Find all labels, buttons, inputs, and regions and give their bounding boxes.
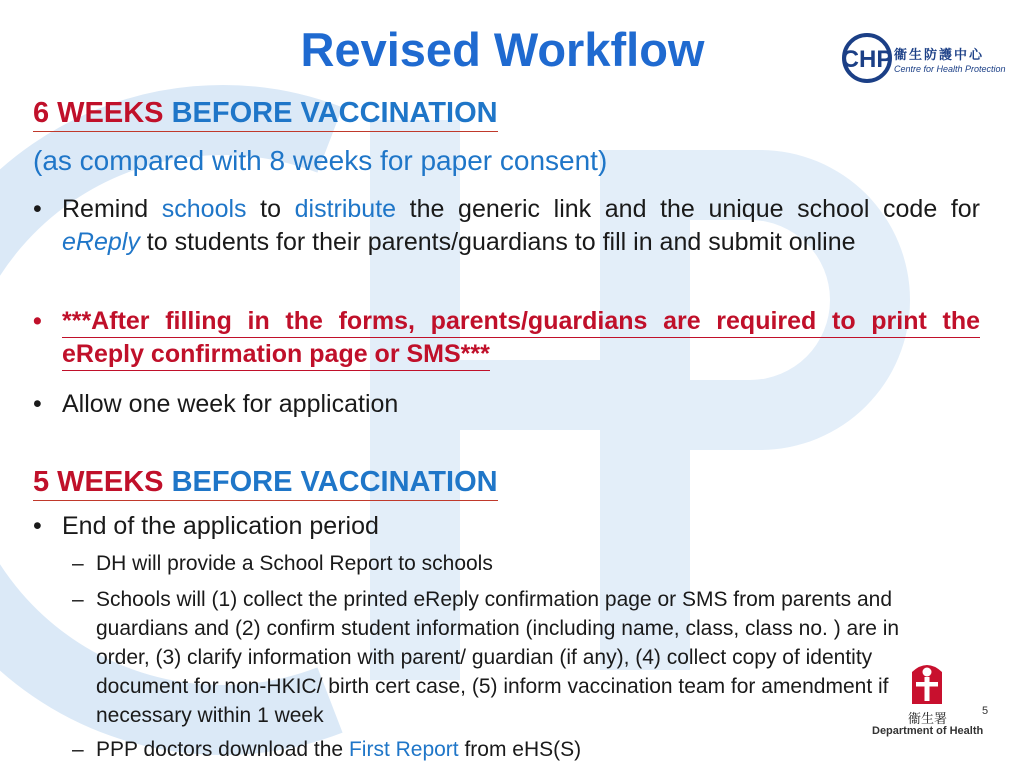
section2-heading <box>33 466 498 501</box>
dh-logo-icon <box>910 660 944 706</box>
bullet-end-application: • End of the application period <box>33 510 980 543</box>
bullet-remind: • Remind schools to distribute the generic link and the unique school code for eReply to students for their parents/guardians to fill in and submit online <box>33 193 980 259</box>
bullet-remind-text: Remind schools to distribute the generic link and the unique school code for eReply to students for their parents/guardians to fill in and submit online <box>62 195 981 256</box>
bullet-allow-week-text: Allow one week for application <box>62 390 399 418</box>
section1-before: BEFORE VACCINATION <box>171 97 498 129</box>
distribute-link: distribute <box>294 195 397 223</box>
chp-logo-english: Centre for Health Protection <box>894 64 1006 74</box>
dh-logo-chinese: 衞生署 <box>908 711 948 726</box>
ereply-term: eReply <box>62 228 140 256</box>
section2-before: BEFORE VACCINATION <box>171 466 498 498</box>
sub-bullet-school-report: – DH will provide a School Report to schools <box>72 549 952 578</box>
first-report-link: First Report <box>348 738 459 761</box>
section1-weeks: 6 WEEKS <box>33 97 164 129</box>
chp-logo-icon <box>840 30 894 86</box>
chp-logo-chinese: 衞生防護中心 <box>894 47 985 62</box>
sub-bullet-schools-will-text: Schools will (1) collect the printed eReply confirmation page or SMS from parents and guardians and (2) confirm student information (including name, class, class no. ) are in order, (3) clarify information with parent/ guardian (if any), (4) collect copy of identity document for non-HKIC/ birth cert case, (5) inform vaccination team for amendment if necessary within 1 week <box>96 588 900 727</box>
dh-logo <box>868 660 998 740</box>
print-reminder-text: ***After filling in the forms, parents/guardians are required to print the eReply confirmation page or SMS*** <box>62 307 980 371</box>
section2-weeks: 5 WEEKS <box>33 466 164 498</box>
bullet-print-reminder: • ***After filling in the forms, parents/guardians are required to print the eReply confirmation page or SMS*** <box>33 305 980 371</box>
sub-bullet-ppp-doctors: – PPP doctors download the First Report from eHS(S) <box>72 735 952 764</box>
dh-logo-english: Department of Health <box>872 725 984 737</box>
sub-bullet-schools-will: – Schools will (1) collect the printed eReply confirmation page or SMS from parents and guardians and (2) confirm student information (including name, class, class no. ) are in order, (3) clarify information with parent/ guardian (if any), (4) collect copy of identity document for non-HKIC/ birth cert case, (5) inform vaccination team for amendment if necessary within 1 week <box>72 585 952 730</box>
sub-bullet-ppp-doctors-text: PPP doctors download the First Report from eHS(S) <box>96 738 582 761</box>
section1-heading <box>33 97 498 132</box>
chp-logo <box>840 30 1006 92</box>
sub-bullet-school-report-text: DH will provide a School Report to schools <box>96 552 493 575</box>
page-number: 5 <box>982 705 989 717</box>
bullet-allow-week: • Allow one week for application <box>33 388 980 421</box>
page-title: Revised Workflow <box>300 23 705 76</box>
schools-link: schools <box>161 195 247 223</box>
bullet-end-application-text: End of the application period <box>62 512 379 540</box>
section1-subtitle: (as compared with 8 weeks for paper consent) <box>33 145 608 176</box>
svg-text:CHP: CHP <box>841 46 893 73</box>
